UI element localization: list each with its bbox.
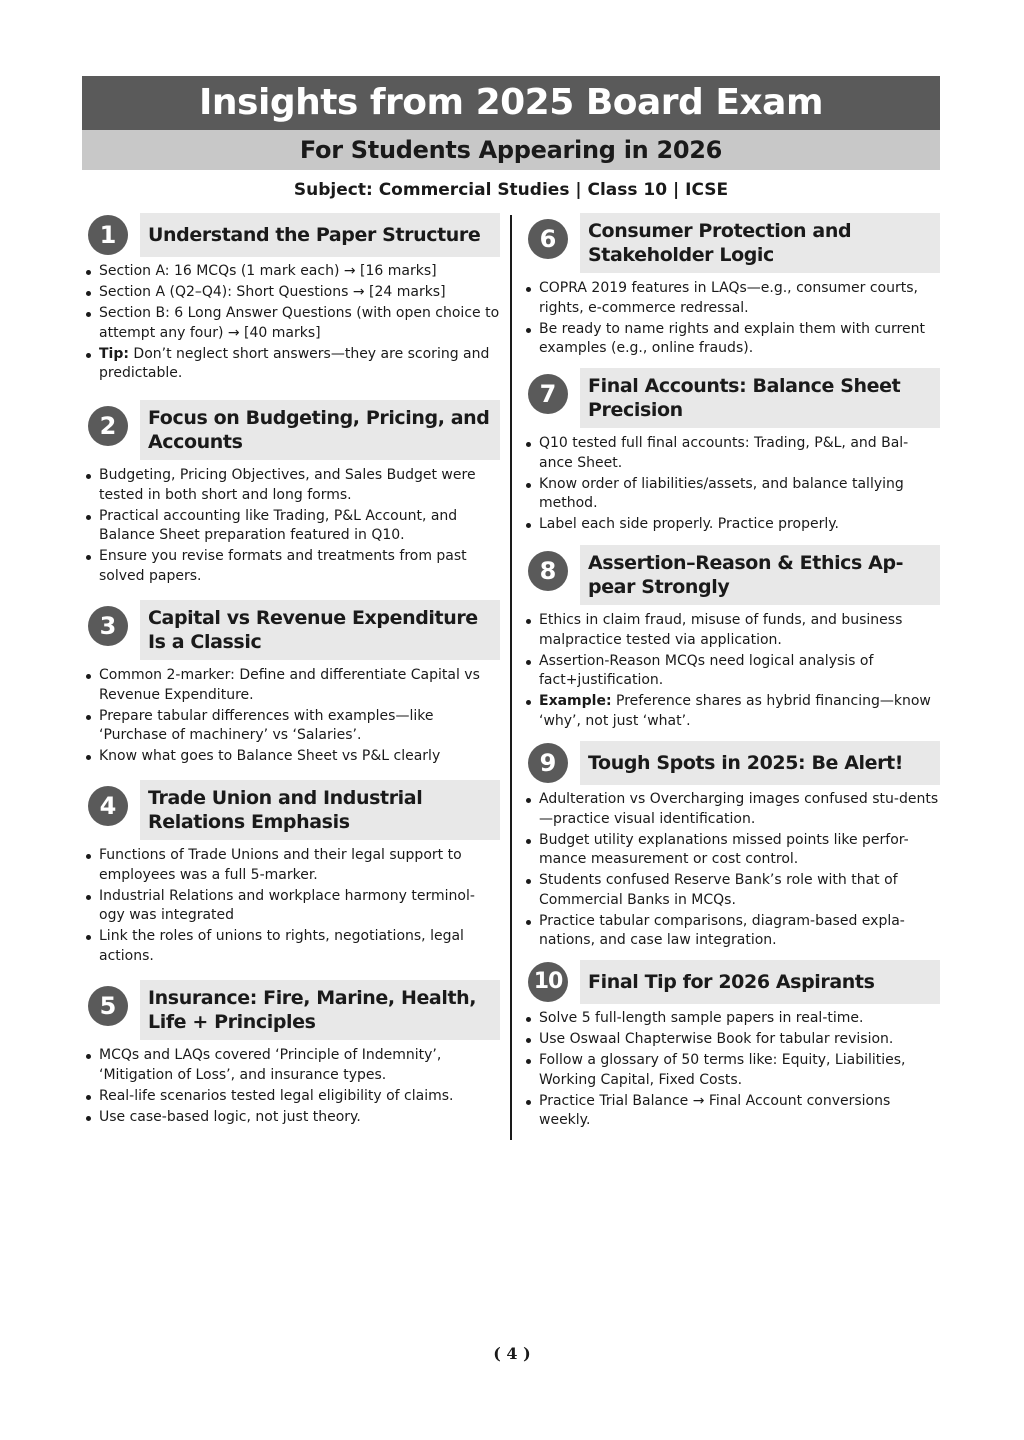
- list-item: Assertion-Reason MCQs need logical analysis of fact+justification.: [522, 652, 940, 691]
- list-item: Example: Preference shares as hybrid financing—know ‘why’, not just ‘what’.: [522, 692, 940, 731]
- section-header: [82, 600, 500, 660]
- section-header: [82, 213, 500, 257]
- section-number-badge: 2: [88, 406, 128, 446]
- section-title: Tough Spots in 2025: Be Alert!: [580, 741, 940, 785]
- list-item: Use Oswaal Chapterwise Book for tabular revision.: [522, 1030, 940, 1050]
- section-header: [522, 368, 940, 428]
- section-number-badge: 10: [528, 962, 568, 1002]
- page-subtitle: For Students Appearing in 2026: [82, 130, 940, 170]
- section-title: Capital vs Revenue Expenditure Is a Classic: [140, 600, 500, 660]
- section-title: Final Tip for 2026 Aspirants: [580, 960, 940, 1004]
- list-item: Adulteration vs Overcharging images confused stu-dents—practice visual identification.: [522, 790, 940, 829]
- bullet-list: [82, 1040, 500, 1127]
- section-header: [82, 780, 500, 840]
- section-header: [82, 980, 500, 1040]
- list-item: Use case-based logic, not just theory.: [82, 1108, 500, 1128]
- section-title: Consumer Protection and Stakeholder Logic: [580, 213, 940, 273]
- section-header: [522, 741, 940, 785]
- section-header: [522, 545, 940, 605]
- left-column: [82, 213, 500, 1125]
- list-item: Prepare tabular differences with examples—like ‘Purchase of machinery’ vs ‘Salaries’.: [82, 707, 500, 746]
- section-header: [522, 213, 940, 273]
- section-title: Final Accounts: Balance Sheet Precision: [580, 368, 940, 428]
- section-7: [522, 368, 940, 536]
- list-item: Practice tabular comparisons, diagram-based expla-nations, and case law integration.: [522, 912, 940, 951]
- section-number-badge: 1: [88, 215, 128, 255]
- list-item: Follow a glossary of 50 terms like: Equity, Liabilities, Working Capital, Fixed Costs.: [522, 1051, 940, 1090]
- list-item: Label each side properly. Practice properly.: [522, 515, 940, 535]
- list-item: Practice Trial Balance → Final Account conversions weekly.: [522, 1092, 940, 1131]
- section-5: [82, 980, 500, 1129]
- section-9: [522, 741, 940, 952]
- bullet-list: [522, 785, 940, 951]
- page-title: Insights from 2025 Board Exam: [82, 76, 940, 130]
- bullet-list: [82, 257, 500, 384]
- list-item: COPRA 2019 features in LAQs—e.g., consumer courts, rights, e-commerce redressal.: [522, 279, 940, 318]
- section-number-badge: 6: [528, 219, 568, 259]
- section-number-badge: 3: [88, 606, 128, 646]
- list-item: Q10 tested full final accounts: Trading, P&L, and Bal-ance Sheet.: [522, 434, 940, 473]
- bullet-list: [522, 1004, 940, 1131]
- list-item: Budget utility explanations missed points like perfor-mance measurement or cost control.: [522, 831, 940, 870]
- list-item: MCQs and LAQs covered ‘Principle of Indemnity’, ‘Mitigation of Loss’, and insurance types.: [82, 1046, 500, 1085]
- list-item: Students confused Reserve Bank’s role with that of Commercial Banks in MCQs.: [522, 871, 940, 910]
- section-number-badge: 8: [528, 551, 568, 591]
- section-number-badge: 7: [528, 374, 568, 414]
- section-header: [82, 400, 500, 460]
- section-4: [82, 780, 500, 968]
- section-10: [522, 960, 940, 1132]
- list-item: Know what goes to Balance Sheet vs P&L clearly: [82, 747, 500, 767]
- list-item: Solve 5 full-length sample papers in real-time.: [522, 1009, 940, 1029]
- list-item: Tip: Don’t neglect short answers—they are scoring and predictable.: [82, 345, 500, 384]
- section-title: Understand the Paper Structure: [140, 213, 500, 257]
- list-item: Section A: 16 MCQs (1 mark each) → [16 marks]: [82, 262, 500, 282]
- section-title: Trade Union and Industrial Relations Emphasis: [140, 780, 500, 840]
- section-header: [522, 960, 940, 1004]
- subject-line: Subject: Commercial Studies | Class 10 | ICSE: [293, 180, 729, 200]
- list-item: Link the roles of unions to rights, negotiations, legal actions.: [82, 927, 500, 966]
- bullet-list: [522, 605, 940, 731]
- bullet-list: [522, 273, 940, 359]
- section-number-badge: 5: [88, 986, 128, 1026]
- list-item: Ensure you revise formats and treatments from past solved papers.: [82, 547, 500, 586]
- list-item: Practical accounting like Trading, P&L Account, and Balance Sheet preparation featured in Q10.: [82, 507, 500, 546]
- section-title: Insurance: Fire, Marine, Health, Life + Principles: [140, 980, 500, 1040]
- list-item: Section A (Q2–Q4): Short Questions → [24 marks]: [82, 283, 500, 303]
- bullet-list: [522, 428, 940, 535]
- list-item: Be ready to name rights and explain them with current examples (e.g., online frauds).: [522, 320, 940, 359]
- list-item: Ethics in claim fraud, misuse of funds, and business malpractice tested via application.: [522, 611, 940, 650]
- list-item: Functions of Trade Unions and their legal support to employees was a full 5-marker.: [82, 846, 500, 885]
- list-item: Common 2-marker: Define and differentiate Capital vs Revenue Expenditure.: [82, 666, 500, 705]
- bullet-list: [82, 460, 500, 586]
- section-number-badge: 9: [528, 743, 568, 783]
- section-1: [82, 213, 500, 384]
- bullet-list: [82, 660, 500, 767]
- column-divider: [510, 215, 512, 1140]
- section-3: [82, 600, 500, 768]
- section-6: [522, 213, 940, 360]
- section-title: Assertion–Reason & Ethics Ap-pear Strongly: [580, 545, 940, 605]
- bullet-list: [82, 840, 500, 966]
- list-item: Real-life scenarios tested legal eligibility of claims.: [82, 1087, 500, 1107]
- section-8: [522, 545, 940, 733]
- list-item: Know order of liabilities/assets, and balance tallying method.: [522, 475, 940, 514]
- section-title: Focus on Budgeting, Pricing, and Accounts: [140, 400, 500, 460]
- list-item: Section B: 6 Long Answer Questions (with open choice to attempt any four) → [40 marks]: [82, 304, 500, 343]
- section-2: [82, 400, 500, 588]
- list-item: Industrial Relations and workplace harmony terminol-ogy was integrated: [82, 887, 500, 926]
- list-item: Budgeting, Pricing Objectives, and Sales Budget were tested in both short and long forms.: [82, 466, 500, 505]
- page-number: ( 4 ): [493, 1344, 531, 1363]
- section-number-badge: 4: [88, 786, 128, 826]
